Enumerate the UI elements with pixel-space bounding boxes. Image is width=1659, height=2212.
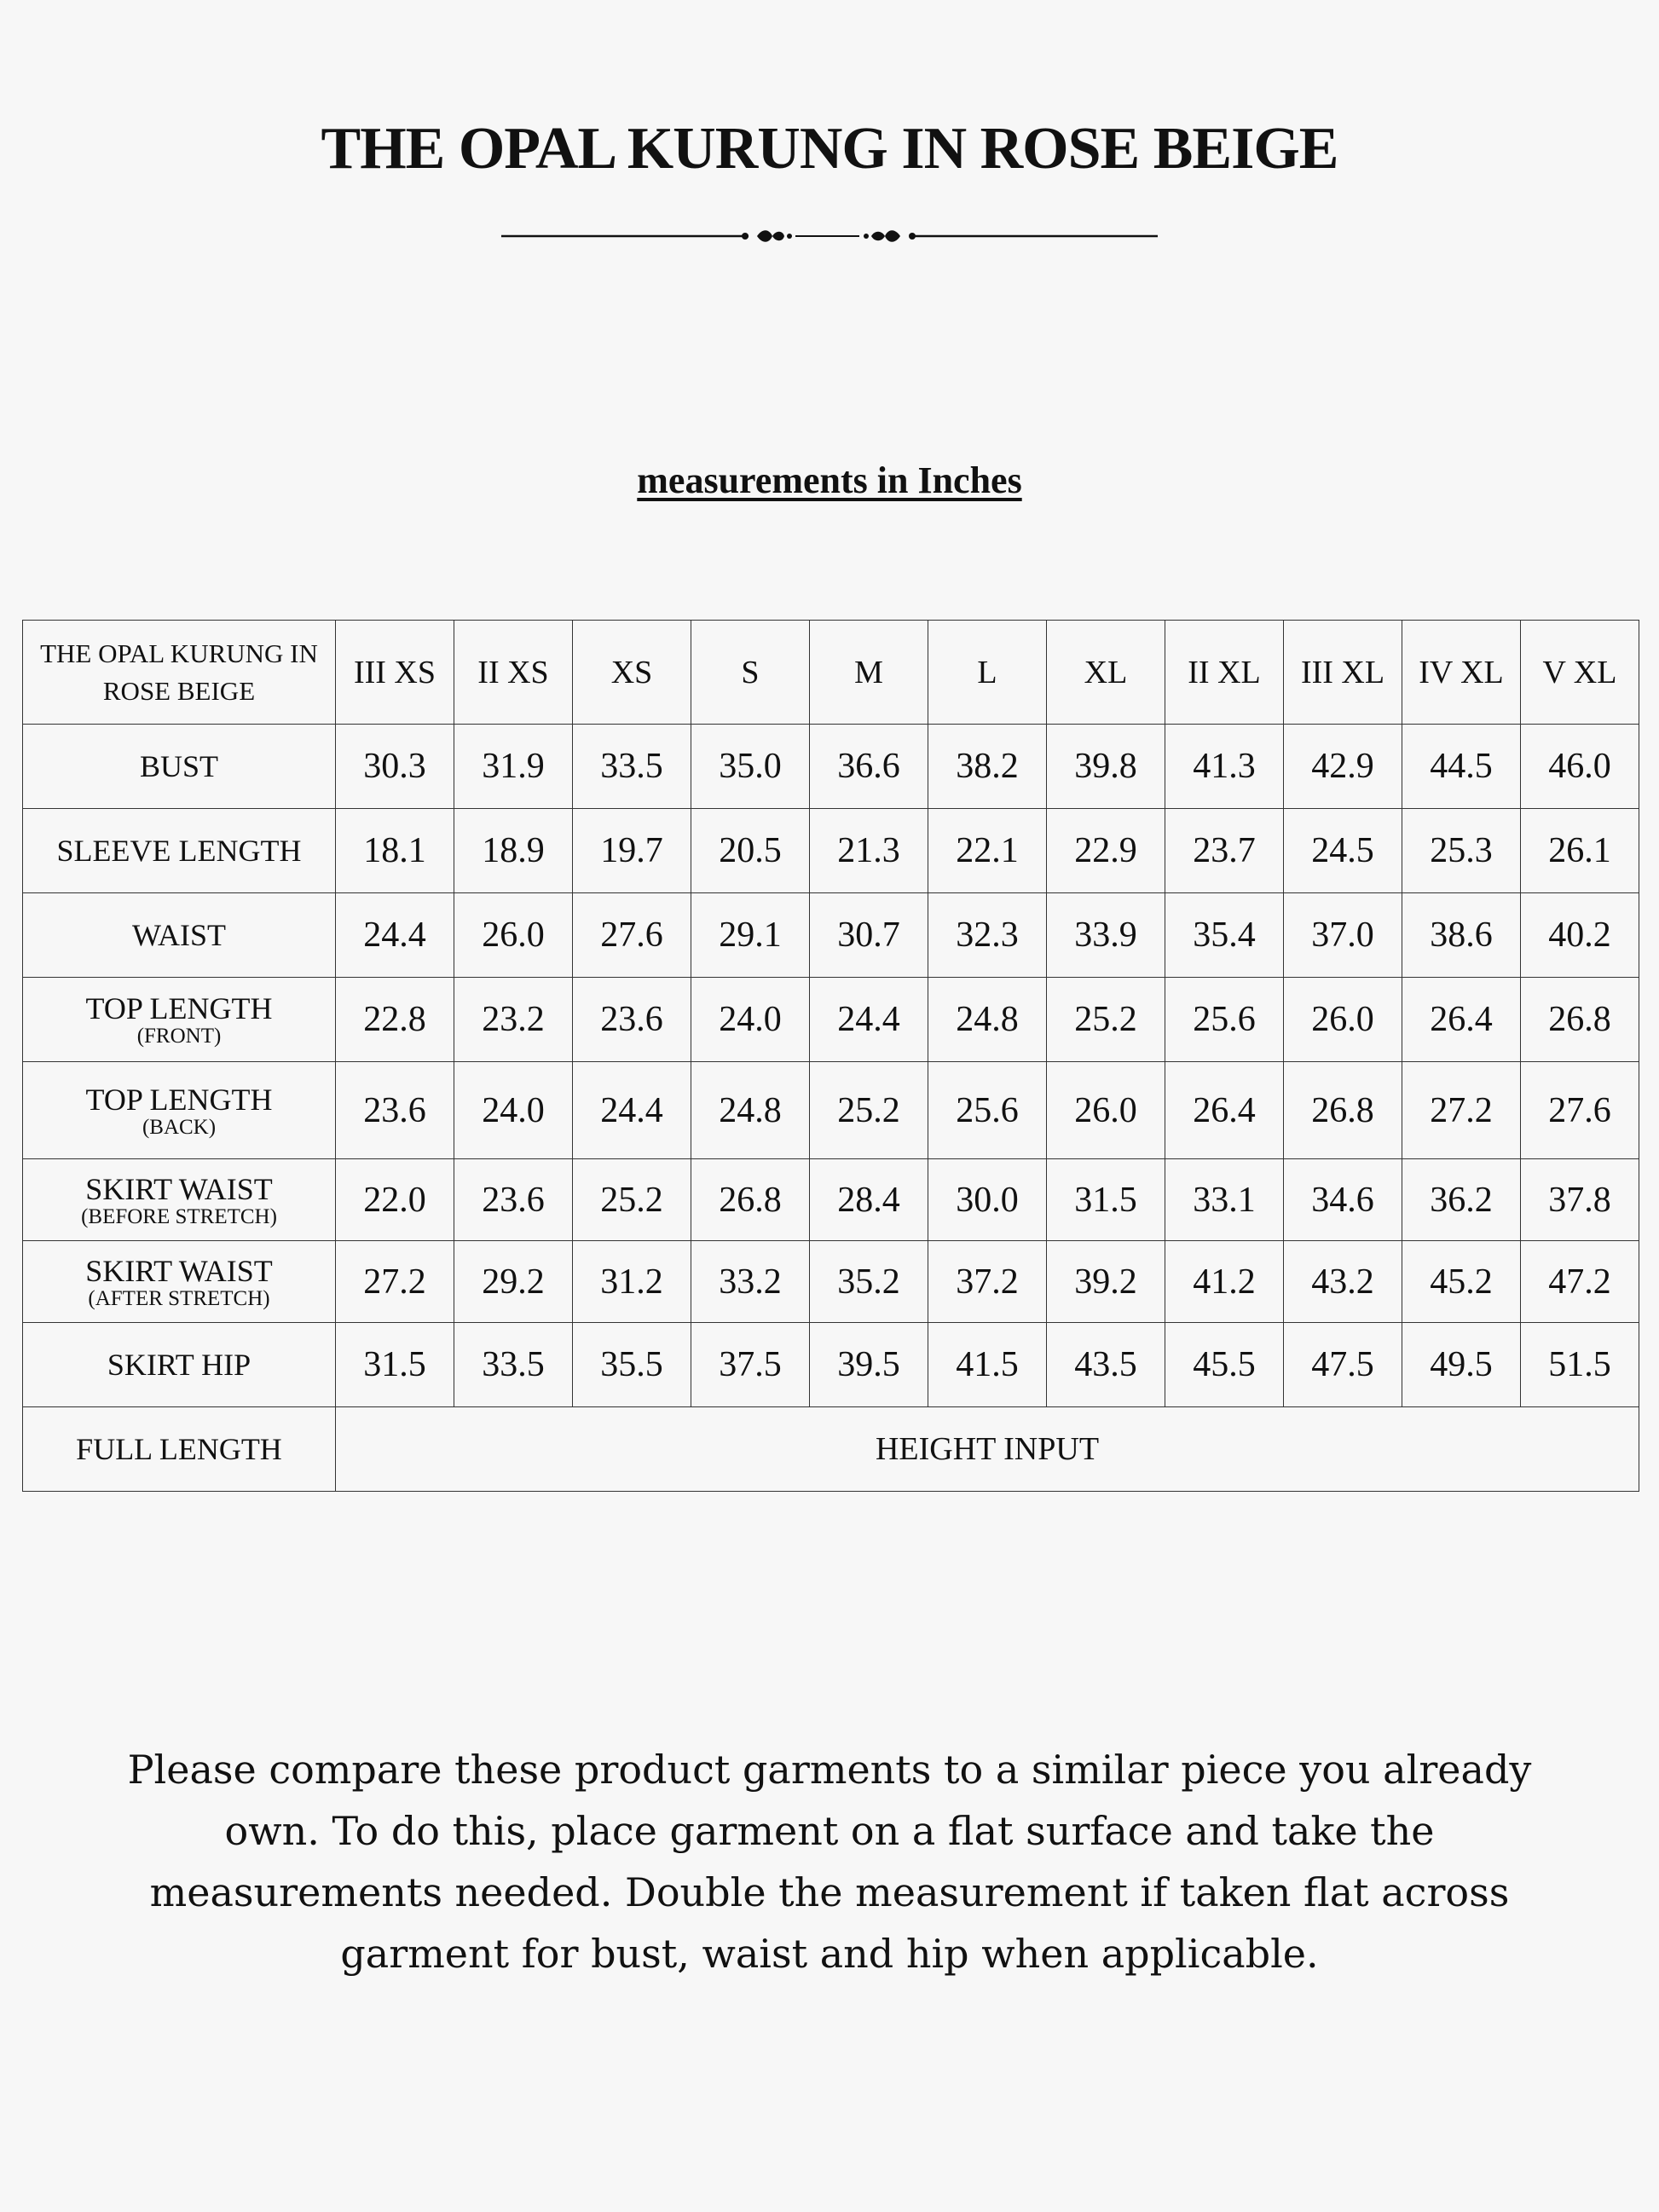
size-column-header: III XL [1284,621,1402,725]
measurement-cell: 43.5 [1047,1323,1165,1407]
measurement-cell: 46.0 [1521,725,1639,809]
measurement-cell: 24.8 [928,978,1047,1062]
measurement-cell: 26.0 [1047,1062,1165,1159]
size-column-header: XS [573,621,691,725]
measurement-cell: 37.8 [1521,1159,1639,1241]
table-row [23,1323,1639,1407]
size-column-header: L [928,621,1047,725]
measurement-cell: 39.8 [1047,725,1165,809]
size-chart-table [22,620,1639,1492]
measurement-cell: 22.0 [336,1159,454,1241]
measurement-cell: 26.0 [1284,978,1402,1062]
size-column-header: IV XL [1402,621,1521,725]
measurement-cell: 38.2 [928,725,1047,809]
measurement-cell: 33.9 [1047,893,1165,978]
measurement-cell: 26.0 [454,893,573,978]
size-column-header: III XS [336,621,454,725]
measurement-cell: 23.7 [1165,809,1284,893]
measurement-cell: 30.7 [810,893,928,978]
size-column-header: M [810,621,928,725]
measurement-cell: 24.0 [691,978,810,1062]
measurement-cell: 29.2 [454,1241,573,1323]
measurement-cell: 26.8 [1521,978,1639,1062]
measurement-cell: 24.5 [1284,809,1402,893]
size-header-row [23,621,1639,725]
measurement-cell: 39.2 [1047,1241,1165,1323]
measurement-cell: 41.5 [928,1323,1047,1407]
measurement-cell: 26.4 [1165,1062,1284,1159]
measurement-cell: 24.4 [573,1062,691,1159]
measurement-cell: 34.6 [1284,1159,1402,1241]
table-corner-label: THE OPAL KURUNG IN ROSE BEIGE [23,621,336,725]
measurement-cell: 24.8 [691,1062,810,1159]
measurement-cell: 47.5 [1284,1323,1402,1407]
measurement-cell: 27.2 [336,1241,454,1323]
measurement-cell: 51.5 [1521,1323,1639,1407]
measurement-cell: 33.5 [573,725,691,809]
measurement-cell: 21.3 [810,809,928,893]
measurement-cell: 32.3 [928,893,1047,978]
row-label [23,1241,336,1323]
row-label [23,725,336,809]
measurement-cell: 26.8 [1284,1062,1402,1159]
measurement-cell: 35.2 [810,1241,928,1323]
full-length-row [23,1407,1639,1492]
page-title: THE OPAL KURUNG IN ROSE BEIGE [321,116,1338,182]
row-label [23,1323,336,1407]
measurement-cell: 41.2 [1165,1241,1284,1323]
row-label-text: WAIST [132,918,226,952]
table-row [23,725,1639,809]
measurement-cell: 22.8 [336,978,454,1062]
measurement-cell: 18.1 [336,809,454,893]
table-row [23,978,1639,1062]
measurement-cell: 20.5 [691,809,810,893]
measurement-cell: 45.5 [1165,1323,1284,1407]
measurement-cell: 23.6 [336,1062,454,1159]
table-row [23,1159,1639,1241]
measurement-cell: 35.4 [1165,893,1284,978]
measurement-cell: 30.3 [336,725,454,809]
table-row [23,809,1639,893]
row-label-text: BUST [139,749,219,783]
measuring-instructions: Please compare these product garments to a similar piece you already own. To do this, place garment on a flat surface and take the measurements needed. Double the measurement if taken flat across garment for bust, waist and hip when applicable. [127,1747,1532,1977]
measurement-cell: 26.4 [1402,978,1521,1062]
measurement-cell: 27.6 [573,893,691,978]
row-label-note: (FRONT) [136,1025,222,1048]
row-label-note: (BACK) [142,1115,217,1139]
measurement-cell: 39.5 [810,1323,928,1407]
ornamental-divider-icon [501,220,1158,254]
measurement-cell: 38.6 [1402,893,1521,978]
measurement-cell: 22.1 [928,809,1047,893]
measurement-cell: 35.5 [573,1323,691,1407]
measurement-cell: 29.1 [691,893,810,978]
measurement-cell: 31.9 [454,725,573,809]
row-label [23,893,336,978]
measurement-cell: 33.2 [691,1241,810,1323]
height-input-cell: HEIGHT INPUT [336,1407,1639,1492]
measurement-cell: 19.7 [573,809,691,893]
measurement-cell: 31.5 [1047,1159,1165,1241]
size-column-header: II XS [454,621,573,725]
measurement-cell: 30.0 [928,1159,1047,1241]
measurement-unit-heading: measurements in Inches [637,459,1022,501]
row-label-text: SLEEVE LENGTH [56,834,302,868]
measurement-cell: 28.4 [810,1159,928,1241]
measurement-cell: 41.3 [1165,725,1284,809]
measurement-cell: 22.9 [1047,809,1165,893]
measurement-cell: 23.6 [573,978,691,1062]
measurement-cell: 24.4 [810,978,928,1062]
row-label-text: SKIRT WAIST [85,1253,273,1288]
measurement-cell: 25.6 [928,1062,1047,1159]
measurement-cell: 31.5 [336,1323,454,1407]
row-label-text: SKIRT WAIST [85,1171,273,1206]
measurement-cell: 27.6 [1521,1062,1639,1159]
measurement-cell: 25.2 [573,1159,691,1241]
measurement-cell: 23.2 [454,978,573,1062]
measurement-cell: 40.2 [1521,893,1639,978]
row-label-note: (BEFORE STRETCH) [81,1204,277,1228]
size-column-header: II XL [1165,621,1284,725]
measurement-cell: 25.2 [810,1062,928,1159]
row-label-text: SKIRT HIP [107,1348,251,1382]
measurement-cell: 26.1 [1521,809,1639,893]
measurement-cell: 43.2 [1284,1241,1402,1323]
row-label [23,1159,336,1241]
measurement-cell: 49.5 [1402,1323,1521,1407]
measurement-cell: 36.2 [1402,1159,1521,1241]
measurement-cell: 24.0 [454,1062,573,1159]
measurement-cell: 35.0 [691,725,810,809]
measurement-cell: 47.2 [1521,1241,1639,1323]
size-column-header: XL [1047,621,1165,725]
row-label [23,809,336,893]
measurement-cell: 27.2 [1402,1062,1521,1159]
measurement-cell: 24.4 [336,893,454,978]
measurement-cell: 42.9 [1284,725,1402,809]
table-row [23,1241,1639,1323]
measurement-cell: 25.6 [1165,978,1284,1062]
row-label [23,978,336,1062]
row-label-text: TOP LENGTH [85,1082,273,1117]
measurement-cell: 36.6 [810,725,928,809]
measurement-cell: 33.5 [454,1323,573,1407]
measurement-cell: 26.8 [691,1159,810,1241]
size-column-header: V XL [1521,621,1639,725]
measurement-cell: 25.3 [1402,809,1521,893]
row-label-text: TOP LENGTH [85,991,273,1025]
row-label-note: (AFTER STRETCH) [88,1286,270,1310]
measurement-cell: 18.9 [454,809,573,893]
full-length-label: FULL LENGTH [23,1407,336,1492]
measurement-cell: 44.5 [1402,725,1521,809]
size-column-header: S [691,621,810,725]
measurement-cell: 31.2 [573,1241,691,1323]
measurement-cell: 37.2 [928,1241,1047,1323]
measurement-cell: 25.2 [1047,978,1165,1062]
measurement-cell: 23.6 [454,1159,573,1241]
measurement-cell: 33.1 [1165,1159,1284,1241]
row-label [23,1062,336,1159]
table-row [23,893,1639,978]
measurement-cell: 45.2 [1402,1241,1521,1323]
measurement-cell: 37.0 [1284,893,1402,978]
measurement-cell: 37.5 [691,1323,810,1407]
table-row [23,1062,1639,1159]
